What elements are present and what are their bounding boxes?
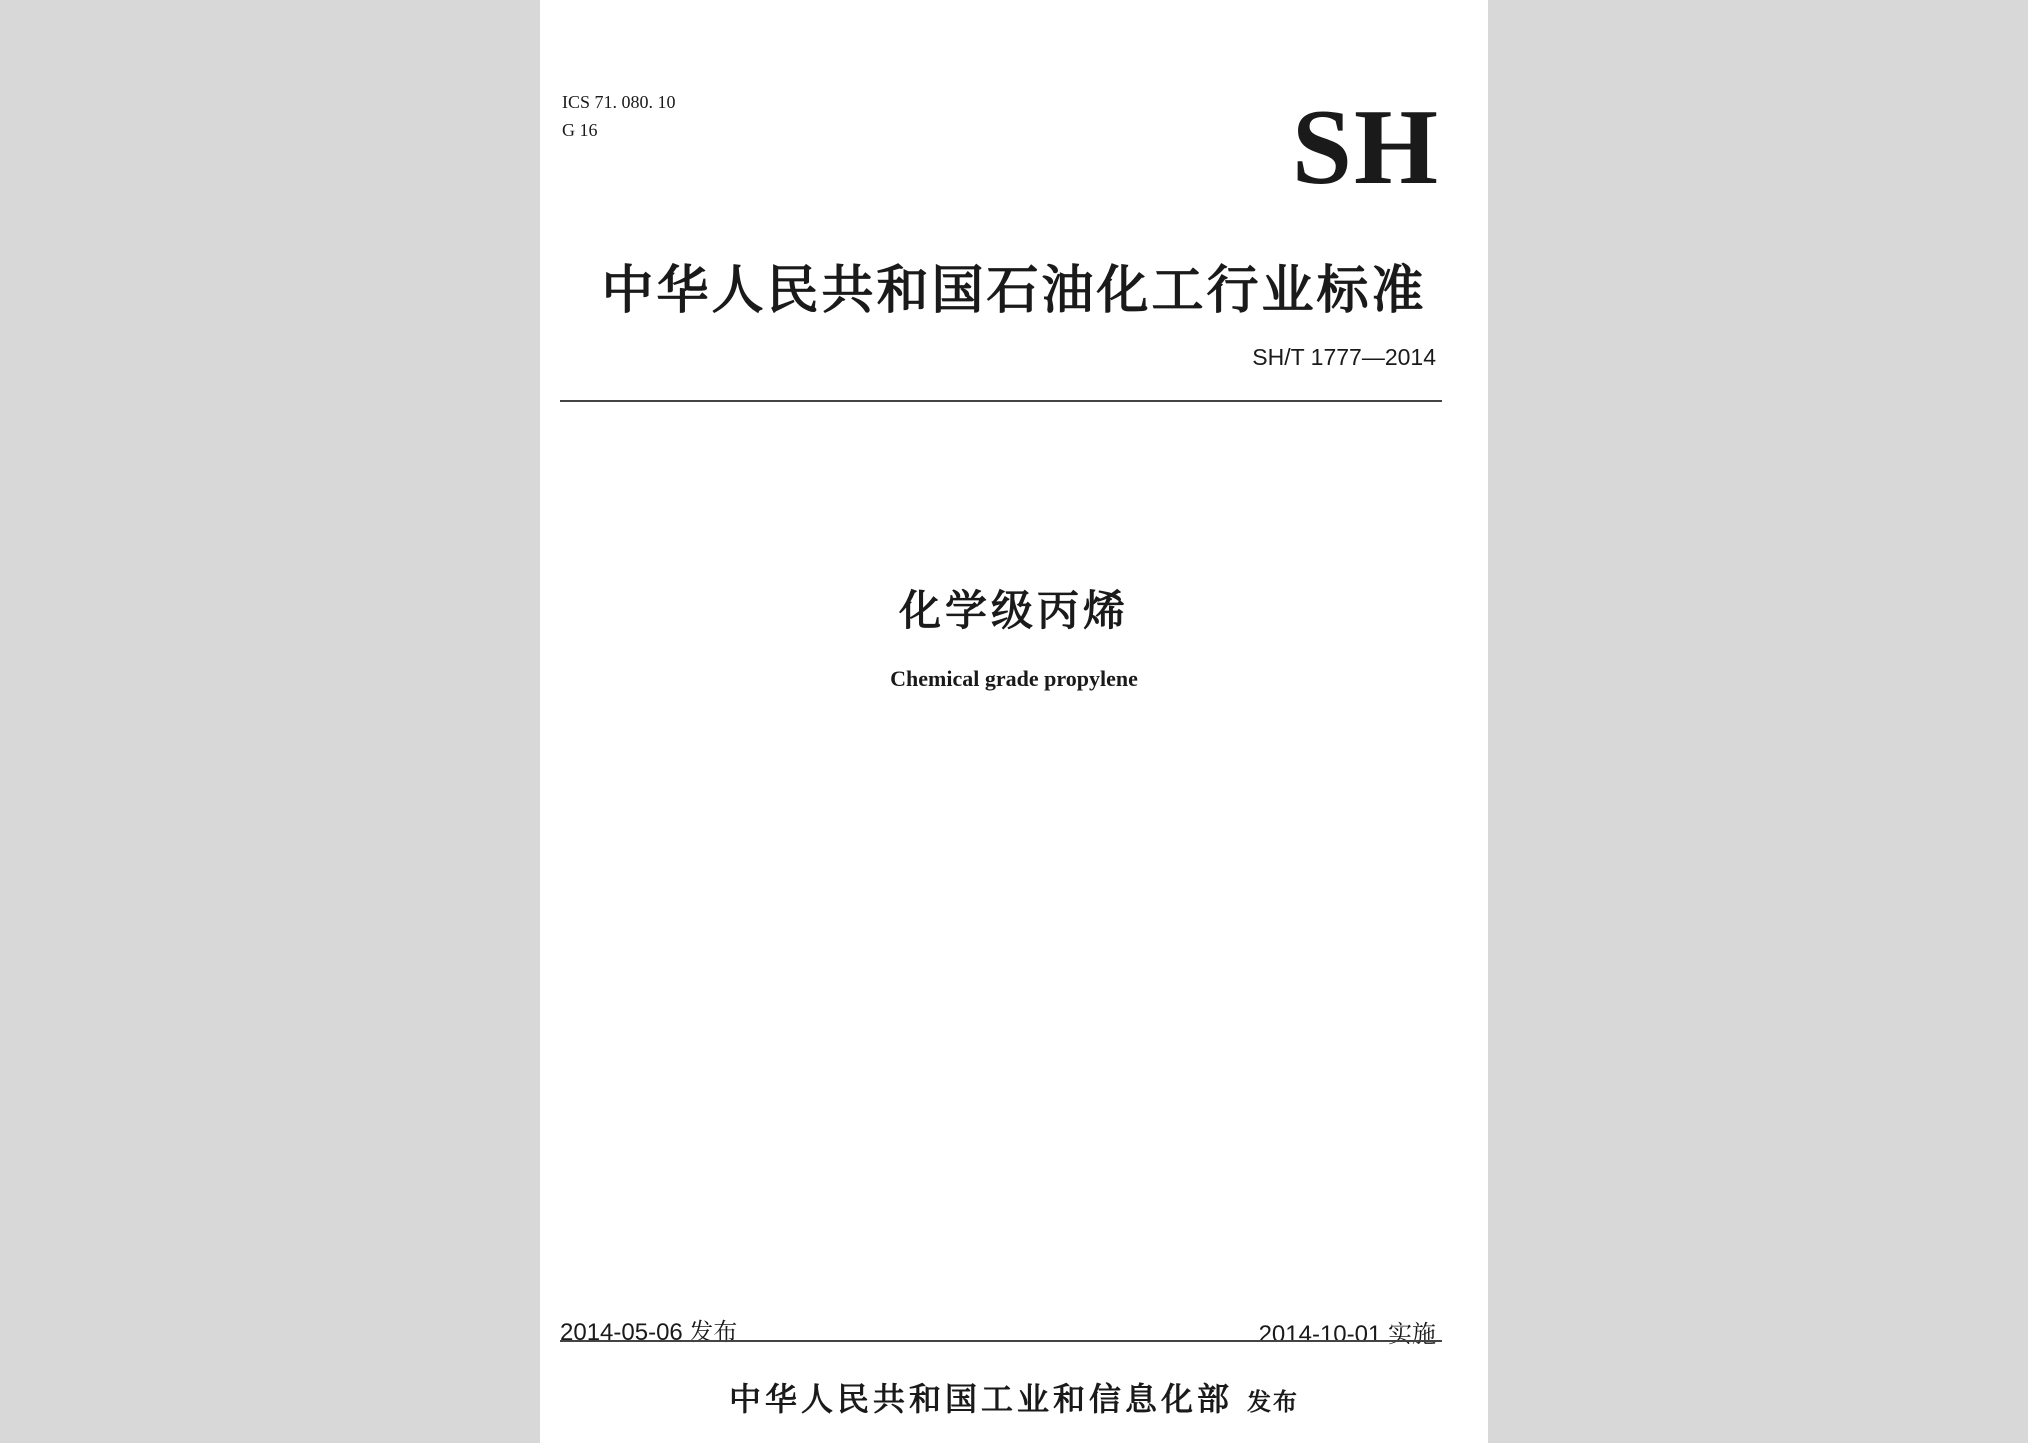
standard-number: SH/T 1777—2014 [1252, 344, 1436, 370]
publisher-suffix: 发布 [1247, 1388, 1299, 1416]
sh-logo: SH [1291, 88, 1440, 207]
footer-divider [560, 1340, 1442, 1342]
publisher-name: 中华人民共和国工业和信息化部 [728, 1380, 1233, 1418]
ics-code: ICS 71. 080. 10 [562, 92, 676, 112]
document-title-zh: 化学级丙烯 [898, 586, 1129, 635]
document-page [540, 0, 1488, 1443]
standard-header-title: 中华人民共和国石油化工行业标准 [601, 261, 1427, 321]
issue-date: 2014-05-06 发布 [560, 1319, 738, 1346]
publisher [540, 1374, 1488, 1420]
document-title-en: Chemical grade propylene [890, 666, 1138, 691]
implementation-date: 2014-10-01 实施 [1258, 1321, 1436, 1348]
ccs-code: G 16 [562, 120, 598, 140]
header-divider [560, 400, 1442, 402]
